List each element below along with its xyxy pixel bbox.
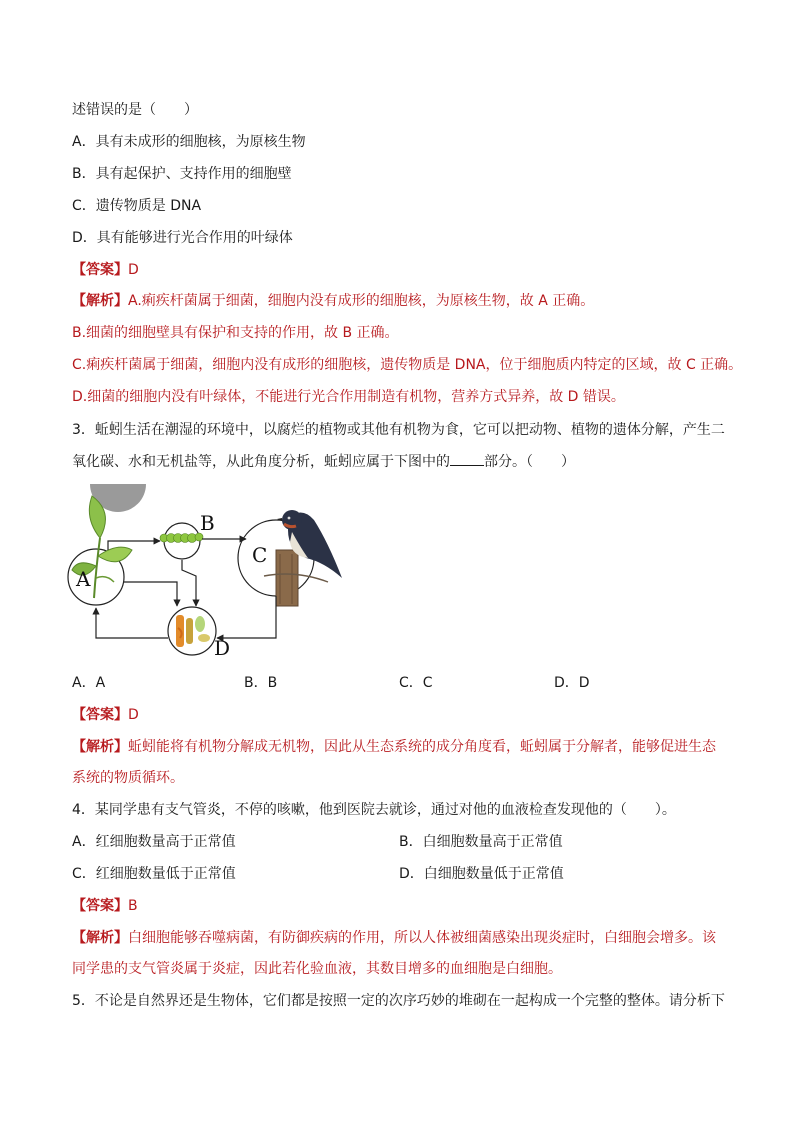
q2-option-c: C．遗传物质是 DNA xyxy=(72,198,202,214)
answer-tag: 【答案】 xyxy=(72,898,128,914)
food-chain-diagram xyxy=(66,478,366,663)
q2-analysis-line-4: D.细菌的细胞内没有叶绿体，不能进行光合作用制造有机物，营养方式异养，故 D 错误。 xyxy=(72,389,625,405)
label-b: B xyxy=(200,511,215,535)
q2-analysis-line-2: B.细菌的细胞壁具有保护和支持的作用，故 B 正确。 xyxy=(72,325,399,341)
q3-stem-line-1: 3．蚯蚓生活在潮湿的环境中，以腐烂的植物或其他有机物为食，它可以把动物、植物的遗体分解，产生二 xyxy=(72,422,725,438)
q2-stem-tail: 述错误的是（ ） xyxy=(72,102,198,118)
q3-option-c: C．C xyxy=(399,675,433,691)
analysis-text: 白细胞能够吞噬病菌，有防御疾病的作用，所以人体被细菌感染出现炎症时，白细胞会增多。该 xyxy=(128,930,716,946)
q2-option-b: B．具有起保护、支持作用的细胞壁 xyxy=(72,166,292,182)
q3-analysis-line-2: 系统的物质循环。 xyxy=(72,770,184,786)
q3-answer xyxy=(72,705,139,725)
q5-stem: 5．不论是自然界还是生物体，它们都是按照一定的次序巧妙的堆砌在一起构成一个完整的整体。请分析下 xyxy=(72,993,725,1009)
answer-value: B xyxy=(128,898,138,914)
answer-tag: 【答案】 xyxy=(72,707,128,723)
q3-option-b: B．B xyxy=(244,675,278,691)
q2-answer xyxy=(72,260,139,280)
q4-option-a: A．红细胞数量高于正常值 xyxy=(72,834,236,850)
q3-stem-part-b: 部分。（ ） xyxy=(484,454,575,470)
q2-analysis-line-3: C.痢疾杆菌属于细菌，细胞内没有成形的细胞核，遗传物质是 DNA，位于细胞质内特定的区域，故 C 正确。 xyxy=(72,357,743,373)
answer-blank xyxy=(450,451,484,466)
q4-option-d: D．白细胞数量低于正常值 xyxy=(399,866,564,882)
analysis-text: 蚯蚓能将有机物分解成无机物，因此从生态系统的成分角度看，蚯蚓属于分解者，能够促进生态 xyxy=(128,739,716,755)
q3-stem-part-a: 氧化碳、水和无机盐等，从此角度分析，蚯蚓应属于下图中的 xyxy=(72,454,450,470)
analysis-text: A.痢疾杆菌属于细菌，细胞内没有成形的细胞核，为原核生物，故 A 正确。 xyxy=(128,293,595,309)
arrow-c-to-d xyxy=(217,596,276,638)
label-c: C xyxy=(252,543,268,567)
label-a: A xyxy=(76,567,91,591)
q2-option-d: D．具有能够进行光合作用的叶绿体 xyxy=(72,230,293,246)
q4-option-b: B．白细胞数量高于正常值 xyxy=(399,834,563,850)
q4-stem: 4．某同学患有支气管炎，不停的咳嗽，他到医院去就诊，通过对他的血液检查发现他的（ ）。 xyxy=(72,802,676,818)
q2-analysis-line-1 xyxy=(72,291,594,311)
label-d: D xyxy=(214,636,231,660)
arrow-b-to-d xyxy=(182,560,196,606)
q3-option-a: A．A xyxy=(72,675,106,691)
q4-answer xyxy=(72,896,138,916)
analysis-tag: 【解析】 xyxy=(72,293,128,309)
q4-analysis-line-2: 同学患的支气管炎属于炎症，因此若化验血液，其数目增多的血细胞是白细胞。 xyxy=(72,961,562,977)
q4-option-c: C．红细胞数量低于正常值 xyxy=(72,866,236,882)
answer-tag: 【答案】 xyxy=(72,262,128,278)
answer-value: D xyxy=(128,707,139,723)
analysis-tag: 【解析】 xyxy=(72,930,128,946)
answer-value: D xyxy=(128,262,139,278)
q3-stem-line-2 xyxy=(72,451,575,472)
q3-option-d: D．D xyxy=(554,675,590,691)
arrow-a-to-d xyxy=(124,582,177,606)
analysis-tag: 【解析】 xyxy=(72,739,128,755)
q3-analysis-line-1 xyxy=(72,737,716,757)
q2-option-a: A．具有未成形的细胞核，为原核生物 xyxy=(72,134,306,150)
arrow-d-to-a xyxy=(96,608,168,638)
q4-analysis-line-1 xyxy=(72,928,716,948)
